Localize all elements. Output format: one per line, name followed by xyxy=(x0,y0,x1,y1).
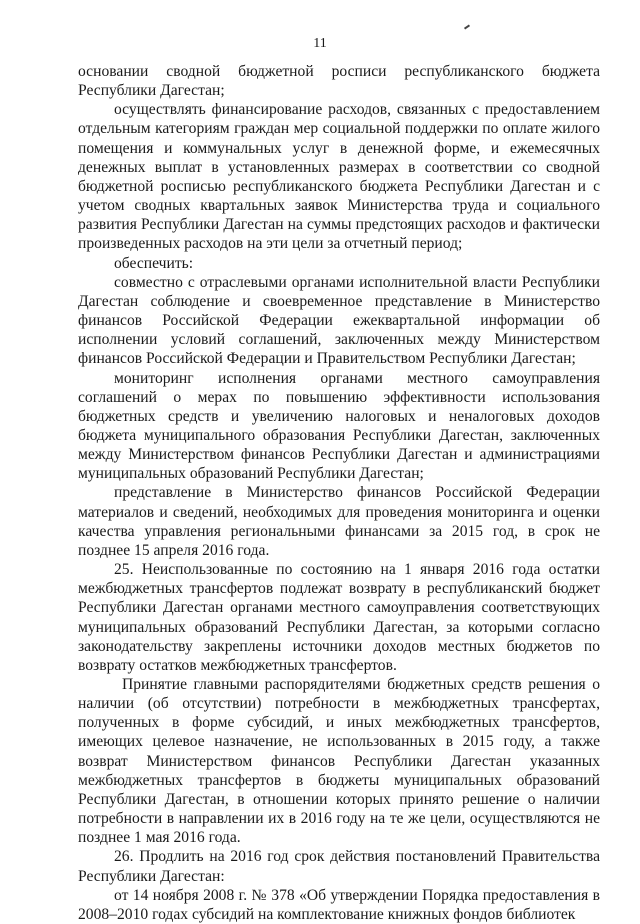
scan-artifact-mark xyxy=(464,24,470,29)
paragraph-financing: осуществлять финансирование расходов, связанных с предоставлением отдельным категориям граждан мер социальной поддержки по оплате жилого помещения и коммунальных услуг в денежной форме, и ежемесячных денежных выплат в установленных размерах в соответствии со сводной бюджетной росписью республиканского бюджета Республики Дагестан и с учетом сводных квартальных заявок Министерства труда и социального развития Республики Дагестан на суммы предстоящих расходов и фактически произведенных расходов на эти цели за отчетный период; xyxy=(78,101,600,253)
paragraph-submission: представление в Министерство финансов Российской Федерации материалов и сведений, необходимых для проведения мониторинга и оценки качества управления региональными финансами за 2015 год, в срок не позднее 15 апреля 2016 года. xyxy=(78,484,600,559)
paragraph-monitoring: мониторинг исполнения органами местного самоуправления соглашений о мерах по повышению эффективности использования бюджетных средств и увеличению налоговых и неналоговых доходов бюджета муниципального образования Республики Дагестан, заключенных между Министерством финансов Республики Дагестан и администрациями муниципальных образований Республики Дагестан; xyxy=(78,369,600,483)
paragraph-transfer-decision: Принятие главными распорядителями бюджетных средств решения о наличии (об отсутствии) потребности в межбюджетных трансфертах, полученных в форме субсидий, и иных межбюджетных трансфертов, имеющих целевое назначение, не использованных в 2015 году, а также возврат Министерством финансов Республики Дагестан указанных межбюджетных трансфертов в бюджеты муниципальных образований Республики Дагестан, в отношении которых принято решение о наличии потребности в направлении их в 2016 году на те же цели, осуществляются не позднее 1 мая 2016 года. xyxy=(78,676,600,847)
paragraph-resolution-378: от 14 ноября 2008 г. № 378 «Об утверждении Порядка предоставления в 2008–2010 годах субсидий на комплектование книжных фондов библиотек xyxy=(78,886,600,923)
paragraph-item-25: 25. Неиспользованные по состоянию на 1 января 2016 года остатки межбюджетных трансфертов подлежат возврату в республиканский бюджет Республики Дагестан органами местного самоуправления соответствующих муниципальных образований Республики Дагестан, за которыми согласно законодательству закреплены источники доходов местных бюджетов по возврату остатков межбюджетных трансфертов. xyxy=(78,561,600,674)
page-number: 11 xyxy=(313,36,327,51)
paragraph-ensure-heading: обеспечить: xyxy=(114,254,194,272)
paragraph-item-26: 26. Продлить на 2016 год срок действия постановлений Правительства Республики Дагестан: xyxy=(78,848,600,885)
document-body xyxy=(78,62,600,924)
paragraph-quarterly-report: совместно с отраслевыми органами исполнительной власти Республики Дагестан соблюдение и своевременное представление в Министерство финансов Российской Федерации ежеквартальной информации об исполнении условий соглашений, заключенных между Министерством финансов Российской Федерации и Правительством Республики Дагестан; xyxy=(78,273,600,368)
paragraph-continuation: основании сводной бюджетной росписи республиканского бюджета Республики Дагестан; xyxy=(78,63,600,100)
